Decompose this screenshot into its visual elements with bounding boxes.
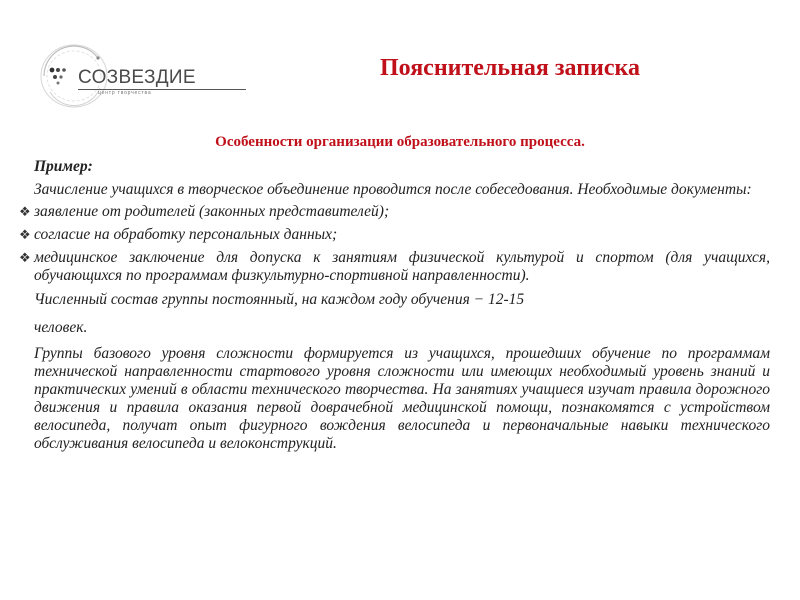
content-body bbox=[19, 158, 770, 453]
diamond-bullet-icon: ❖ bbox=[19, 250, 31, 265]
list-item bbox=[19, 249, 770, 285]
documents-list bbox=[19, 203, 770, 285]
intro-paragraph: Зачисление учащихся в творческое объединение проводится после собеседования. Необходимые документы: bbox=[34, 181, 752, 198]
groups-description: Группы базового уровня сложности формируется из учащихся, прошедших обучение по программам технической направленности стартового уровня сложности или имеющих необходимый уровень знаний и практических умений в области технического творчества. На занятиях учащиеся изучат правила дорожного движения и правила оказания первой доврачебной медицинской помощи, познакомятся с устройством велосипеда, получат опыт фигурного вождения велосипеда и первоначальные навыки технического обслуживания велосипеда и велоконструкций. bbox=[34, 345, 770, 452]
logo-subtitle: центр творчества bbox=[98, 90, 152, 96]
diamond-bullet-icon: ❖ bbox=[19, 227, 31, 242]
list-item-text: заявление от родителей (законных представителей); bbox=[34, 203, 390, 220]
logo-name: СОЗВЕЗДИЕ bbox=[78, 67, 196, 88]
logo bbox=[38, 40, 218, 112]
page-title: Пояснительная записка bbox=[379, 55, 640, 81]
list-item-text: медицинское заключение для допуска к занятиям физической культурой и спортом (для учащихся, обучающихся по программам физкультурно-спортивной направленности). bbox=[34, 249, 770, 284]
diamond-bullet-icon: ❖ bbox=[19, 204, 31, 219]
list-item bbox=[19, 226, 770, 244]
group-size-text: Численный состав группы постоянный, на каждом году обучения − 12-15 bbox=[34, 291, 525, 308]
example-label: Пример: bbox=[34, 158, 93, 175]
list-item bbox=[19, 203, 770, 221]
group-size-unit: человек. bbox=[34, 319, 88, 336]
page-subtitle: Особенности организации образовательного процесса. bbox=[215, 134, 585, 150]
list-item-text: согласие на обработку персональных данных; bbox=[34, 226, 338, 243]
